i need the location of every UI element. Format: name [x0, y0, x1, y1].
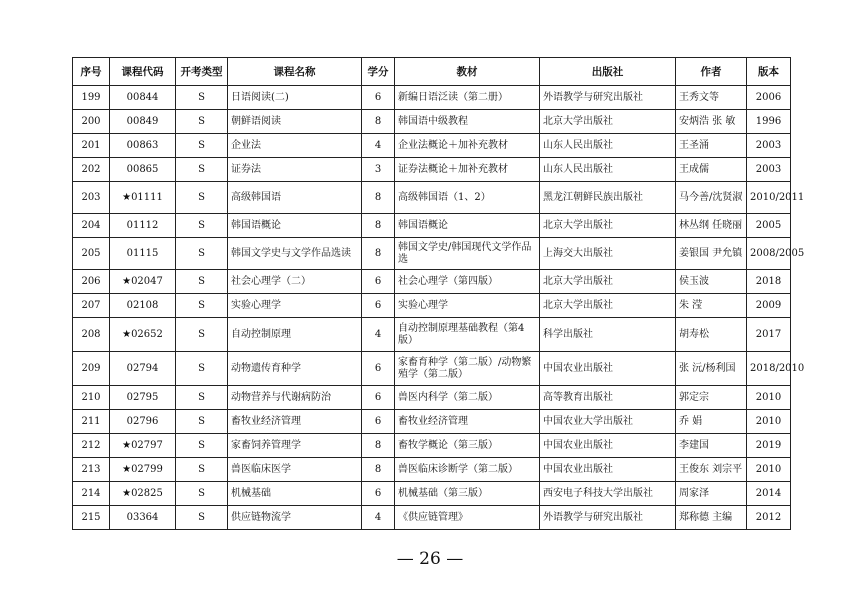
cell-code: ★01111	[110, 182, 176, 214]
cell-textbook: 高级韩国语（1、2）	[395, 182, 540, 214]
cell-author: 胡寿松	[676, 318, 747, 352]
cell-credit: 6	[362, 86, 395, 110]
cell-edition: 2006	[747, 86, 791, 110]
cell-textbook: 畜牧学概论（第三版）	[395, 434, 540, 458]
cell-textbook: 兽医内科学（第二版）	[395, 386, 540, 410]
table-row	[73, 182, 791, 214]
cell-edition: 2005	[747, 214, 791, 238]
cell-textbook: 畜牧业经济管理	[395, 410, 540, 434]
header-type: 开考类型	[176, 58, 228, 86]
cell-credit: 8	[362, 182, 395, 214]
cell-seq: 213	[73, 458, 110, 482]
cell-edition: 2010	[747, 410, 791, 434]
cell-type: S	[176, 158, 228, 182]
header-edition: 版本	[747, 58, 791, 86]
course-table	[72, 57, 805, 530]
header-credit: 学分	[362, 58, 395, 86]
cell-code: 00863	[110, 134, 176, 158]
cell-course: 机械基础	[228, 482, 362, 506]
cell-edition: 2017	[747, 318, 791, 352]
header-textbook: 教材	[395, 58, 540, 86]
cell-textbook: 企业法概论＋加补充教材	[395, 134, 540, 158]
table-row	[73, 270, 791, 294]
cell-code: 02108	[110, 294, 176, 318]
cell-course: 日语阅读(二)	[228, 86, 362, 110]
cell-textbook: 韩国文学史/韩国现代文学作品选	[395, 238, 540, 270]
table-row	[73, 318, 791, 352]
cell-textbook: 社会心理学（第四版）	[395, 270, 540, 294]
cell-author: 王秀文等	[676, 86, 747, 110]
cell-credit: 8	[362, 110, 395, 134]
table-row	[73, 214, 791, 238]
table-body	[73, 86, 805, 530]
cell-edition: 2018	[747, 270, 791, 294]
cell-type: S	[176, 294, 228, 318]
header-course: 课程名称	[228, 58, 362, 86]
cell-credit: 6	[362, 482, 395, 506]
cell-code: 00865	[110, 158, 176, 182]
cell-publisher: 外语教学与研究出版社	[540, 86, 676, 110]
cell-author: 马今善/沈贤淑	[676, 182, 747, 214]
cell-author: 姜银国 尹允镇	[676, 238, 747, 270]
cell-course: 兽医临床医学	[228, 458, 362, 482]
cell-edition: 2018/2010	[747, 352, 791, 386]
cell-type: S	[176, 386, 228, 410]
cell-publisher: 中国农业出版社	[540, 458, 676, 482]
cell-code: 01112	[110, 214, 176, 238]
cell-publisher: 黑龙江朝鲜民族出版社	[540, 182, 676, 214]
page-number: — 26 —	[396, 549, 464, 569]
cell-textbook: 家畜育种学（第二版）/动物繁殖学（第二版）	[395, 352, 540, 386]
cell-course: 社会心理学（二）	[228, 270, 362, 294]
header-publisher: 出版社	[540, 58, 676, 86]
cell-author: 郭定宗	[676, 386, 747, 410]
cell-type: S	[176, 238, 228, 270]
table-row	[73, 134, 791, 158]
cell-code: ★02825	[110, 482, 176, 506]
header-code: 课程代码	[110, 58, 176, 86]
cell-publisher: 科学出版社	[540, 318, 676, 352]
cell-code: 02795	[110, 386, 176, 410]
cell-publisher: 上海交大出版社	[540, 238, 676, 270]
cell-seq: 212	[73, 434, 110, 458]
cell-course: 证券法	[228, 158, 362, 182]
cell-type: S	[176, 410, 228, 434]
cell-course: 韩国语概论	[228, 214, 362, 238]
cell-author: 张 沅/杨利国	[676, 352, 747, 386]
cell-author: 郑称德 主编	[676, 506, 747, 530]
header-row	[73, 58, 791, 86]
cell-credit: 8	[362, 458, 395, 482]
cell-seq: 200	[73, 110, 110, 134]
cell-textbook: 新编日语泛读（第二册）	[395, 86, 540, 110]
cell-course: 企业法	[228, 134, 362, 158]
cell-credit: 6	[362, 270, 395, 294]
cell-type: S	[176, 270, 228, 294]
cell-code: ★02799	[110, 458, 176, 482]
cell-textbook: 实验心理学	[395, 294, 540, 318]
table-row	[73, 482, 791, 506]
cell-textbook: 韩国语中级教程	[395, 110, 540, 134]
cell-author: 李建国	[676, 434, 747, 458]
cell-publisher: 中国农业出版社	[540, 434, 676, 458]
cell-publisher: 北京大学出版社	[540, 270, 676, 294]
table-row	[73, 410, 791, 434]
cell-publisher: 山东人民出版社	[540, 158, 676, 182]
table-row	[73, 110, 791, 134]
cell-seq: 207	[73, 294, 110, 318]
cell-seq: 214	[73, 482, 110, 506]
cell-author: 王成儒	[676, 158, 747, 182]
cell-author: 朱 滢	[676, 294, 747, 318]
cell-credit: 4	[362, 506, 395, 530]
table-row	[73, 434, 791, 458]
cell-edition: 2010	[747, 458, 791, 482]
cell-code: 02796	[110, 410, 176, 434]
cell-author: 安炳浩 张 敏	[676, 110, 747, 134]
cell-seq: 215	[73, 506, 110, 530]
header-author: 作者	[676, 58, 747, 86]
table-row	[73, 458, 791, 482]
cell-edition: 2003	[747, 158, 791, 182]
cell-textbook: 韩国语概论	[395, 214, 540, 238]
cell-seq: 208	[73, 318, 110, 352]
cell-credit: 3	[362, 158, 395, 182]
cell-type: S	[176, 506, 228, 530]
cell-publisher: 北京大学出版社	[540, 214, 676, 238]
cell-course: 动物遗传育种学	[228, 352, 362, 386]
cell-publisher: 中国农业出版社	[540, 352, 676, 386]
table-row	[73, 86, 791, 110]
cell-edition: 2014	[747, 482, 791, 506]
cell-course: 畜牧业经济管理	[228, 410, 362, 434]
cell-textbook: 自动控制原理基础教程（第4版）	[395, 318, 540, 352]
cell-seq: 205	[73, 238, 110, 270]
cell-edition: 1996	[747, 110, 791, 134]
cell-seq: 206	[73, 270, 110, 294]
cell-publisher: 中国农业大学出版社	[540, 410, 676, 434]
cell-publisher: 西安电子科技大学出版社	[540, 482, 676, 506]
cell-credit: 6	[362, 352, 395, 386]
cell-author: 周家泽	[676, 482, 747, 506]
cell-course: 韩国文学史与文学作品选读	[228, 238, 362, 270]
cell-code: ★02652	[110, 318, 176, 352]
cell-credit: 4	[362, 318, 395, 352]
cell-textbook: 《供应链管理》	[395, 506, 540, 530]
cell-type: S	[176, 434, 228, 458]
cell-textbook: 证券法概论＋加补充教材	[395, 158, 540, 182]
cell-author: 侯玉波	[676, 270, 747, 294]
table-row	[73, 294, 791, 318]
cell-code: 02794	[110, 352, 176, 386]
cell-seq: 202	[73, 158, 110, 182]
cell-seq: 209	[73, 352, 110, 386]
cell-course: 高级韩国语	[228, 182, 362, 214]
table-row	[73, 238, 791, 270]
cell-code: 01115	[110, 238, 176, 270]
cell-type: S	[176, 134, 228, 158]
cell-edition: 2019	[747, 434, 791, 458]
cell-publisher: 外语教学与研究出版社	[540, 506, 676, 530]
cell-code: ★02047	[110, 270, 176, 294]
cell-type: S	[176, 182, 228, 214]
cell-type: S	[176, 482, 228, 506]
cell-course: 朝鲜语阅读	[228, 110, 362, 134]
cell-publisher: 高等教育出版社	[540, 386, 676, 410]
cell-type: S	[176, 458, 228, 482]
cell-textbook: 兽医临床诊断学（第二版）	[395, 458, 540, 482]
cell-seq: 211	[73, 410, 110, 434]
cell-type: S	[176, 214, 228, 238]
cell-type: S	[176, 110, 228, 134]
cell-edition: 2010	[747, 386, 791, 410]
cell-seq: 210	[73, 386, 110, 410]
cell-course: 供应链物流学	[228, 506, 362, 530]
cell-author: 王圣涌	[676, 134, 747, 158]
cell-course: 实验心理学	[228, 294, 362, 318]
cell-edition: 2012	[747, 506, 791, 530]
cell-publisher: 北京大学出版社	[540, 110, 676, 134]
cell-credit: 6	[362, 294, 395, 318]
cell-author: 林丛纲 任晓丽	[676, 214, 747, 238]
table-row	[73, 386, 791, 410]
header-seq: 序号	[73, 58, 110, 86]
cell-edition: 2008/2005	[747, 238, 791, 270]
cell-code: 00849	[110, 110, 176, 134]
cell-code: 03364	[110, 506, 176, 530]
cell-credit: 6	[362, 386, 395, 410]
cell-credit: 6	[362, 410, 395, 434]
cell-code: 00844	[110, 86, 176, 110]
cell-publisher: 北京大学出版社	[540, 294, 676, 318]
cell-seq: 204	[73, 214, 110, 238]
cell-credit: 4	[362, 134, 395, 158]
cell-textbook: 机械基础（第三版）	[395, 482, 540, 506]
cell-credit: 8	[362, 434, 395, 458]
cell-edition: 2003	[747, 134, 791, 158]
cell-author: 乔 娟	[676, 410, 747, 434]
cell-code: ★02797	[110, 434, 176, 458]
table-row	[73, 506, 791, 530]
cell-type: S	[176, 86, 228, 110]
cell-course: 动物营养与代谢病防治	[228, 386, 362, 410]
cell-type: S	[176, 352, 228, 386]
cell-edition: 2010/2011	[747, 182, 791, 214]
table-row	[73, 158, 791, 182]
cell-author: 王俊东 刘宗平	[676, 458, 747, 482]
cell-seq: 203	[73, 182, 110, 214]
cell-seq: 201	[73, 134, 110, 158]
cell-edition: 2009	[747, 294, 791, 318]
cell-seq: 199	[73, 86, 110, 110]
cell-credit: 8	[362, 214, 395, 238]
table-row	[73, 352, 791, 386]
cell-publisher: 山东人民出版社	[540, 134, 676, 158]
cell-credit: 8	[362, 238, 395, 270]
cell-course: 自动控制原理	[228, 318, 362, 352]
cell-type: S	[176, 318, 228, 352]
cell-course: 家畜饲养管理学	[228, 434, 362, 458]
